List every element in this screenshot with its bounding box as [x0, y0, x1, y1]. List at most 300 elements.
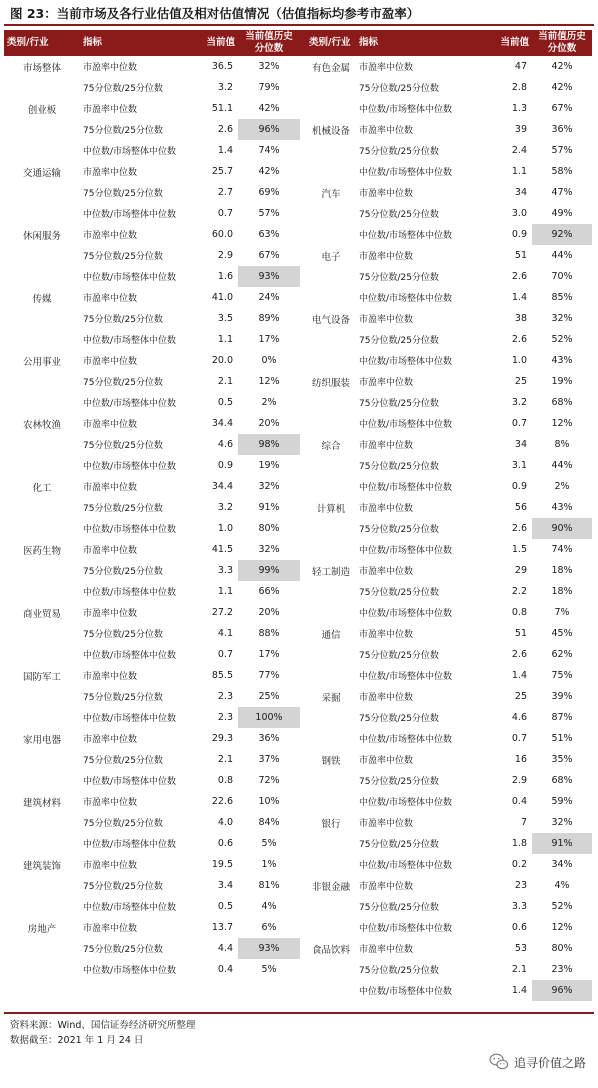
right-value-cell: 53: [514, 943, 527, 954]
right-percentile-cell: 45%: [551, 628, 573, 639]
left-category-cell: [4, 623, 80, 644]
left-category-cell: 交通运输: [22, 167, 61, 179]
left-category-cell: 国防军工: [22, 671, 61, 683]
right-percentile-cell: 43%: [551, 502, 573, 513]
right-indicator-cell: 中位数/市场整体中位数: [359, 105, 453, 115]
right-value-cell: 1.4: [511, 670, 527, 681]
right-category-cell: 食品饮料: [311, 944, 350, 956]
left-value-cell: 20.0: [211, 355, 233, 366]
right-indicator-cell: 市盈率中位数: [359, 126, 414, 136]
left-indicator-cell: 75分位数/25分位数: [83, 252, 163, 262]
right-indicator-cell: 中位数/市场整体中位数: [359, 420, 453, 430]
left-indicator-cell: 市盈率中位数: [83, 861, 138, 871]
right-value-cell: 1.4: [511, 292, 527, 303]
left-percentile-cell: 17%: [258, 649, 280, 660]
right-percentile-cell: 92%: [532, 224, 592, 245]
left-category-cell: 房地产: [27, 923, 57, 935]
right-percentile-cell: 68%: [551, 775, 573, 786]
left-indicator-cell: 市盈率中位数: [83, 798, 138, 808]
left-percentile-cell: 17%: [258, 334, 280, 345]
header-category: 类别/行业: [4, 30, 80, 56]
table-row: [4, 182, 592, 203]
right-category-cell: 通信: [321, 629, 341, 641]
left-percentile-cell: 57%: [258, 208, 280, 219]
right-category-cell: [306, 140, 356, 161]
left-value-cell: 2.3: [217, 712, 233, 723]
table-row: [4, 854, 592, 875]
right-value-cell: 51: [514, 628, 527, 639]
figure-title: 图 23：当前市场及各行业估值及相对估值情况（估值指标均参考市盈率）: [4, 4, 594, 26]
left-value-cell: 2.9: [217, 250, 233, 261]
table-row: [4, 875, 592, 896]
right-percentile-cell: 44%: [551, 250, 573, 261]
left-category-cell: [4, 980, 80, 1001]
right-category-cell: [306, 392, 356, 413]
left-indicator-cell: 中位数/市场整体中位数: [83, 210, 177, 220]
left-category-cell: [4, 959, 80, 980]
table-row: [4, 896, 592, 917]
right-value-cell: 34: [514, 439, 527, 450]
table-row: [4, 245, 592, 266]
table-row: [4, 980, 592, 1001]
right-percentile-cell: 42%: [551, 61, 573, 72]
right-category-cell: [306, 224, 356, 245]
right-indicator-cell: 75分位数/25分位数: [359, 210, 439, 220]
left-value-cell: 1.1: [217, 334, 233, 345]
right-category-cell: [306, 980, 356, 1001]
left-indicator-cell: 中位数/市场整体中位数: [83, 714, 177, 724]
right-value-cell: 2.6: [511, 523, 527, 534]
left-category-cell: 建筑装饰: [22, 860, 61, 872]
left-indicator-cell: 市盈率中位数: [83, 483, 138, 493]
header-indicator: 指标: [80, 30, 198, 56]
left-category-cell: [4, 266, 80, 287]
source-note: 资料来源：Wind、国信证券经济研究所整理: [10, 1020, 196, 1031]
left-indicator-cell: 75分位数/25分位数: [83, 945, 163, 955]
left-indicator-cell: 75分位数/25分位数: [83, 441, 163, 451]
left-value-cell: 25.7: [211, 166, 233, 177]
left-value-cell: 27.2: [211, 607, 233, 618]
right-value-cell: 1.4: [511, 985, 527, 996]
table-row: [4, 329, 592, 350]
right-percentile-cell: 47%: [551, 187, 573, 198]
right-percentile-cell: 85%: [551, 292, 573, 303]
right-percentile-cell: 18%: [551, 586, 573, 597]
left-indicator-cell: 中位数/市场整体中位数: [83, 777, 177, 787]
left-percentile-cell: 84%: [258, 817, 280, 828]
right-category-cell: 钢铁: [321, 755, 341, 767]
right-percentile-cell: 57%: [551, 145, 573, 156]
right-percentile-cell: 8%: [554, 439, 570, 450]
right-category-cell: 电子: [321, 251, 341, 263]
left-percentile-cell: 89%: [258, 313, 280, 324]
left-percentile-cell: 20%: [258, 418, 280, 429]
right-category-cell: [306, 539, 356, 560]
right-indicator-cell: 75分位数/25分位数: [359, 903, 439, 913]
table-row: [4, 665, 592, 686]
left-category-cell: [4, 560, 80, 581]
left-value-cell: 3.2: [217, 502, 233, 513]
left-percentile-cell: 5%: [261, 964, 277, 975]
left-category-cell: [4, 644, 80, 665]
right-indicator-cell: 75分位数/25分位数: [359, 84, 439, 94]
left-percentile-cell: 5%: [261, 838, 277, 849]
left-value-cell: 19.5: [211, 859, 233, 870]
left-indicator-cell: 市盈率中位数: [83, 357, 138, 367]
right-indicator-cell: 市盈率中位数: [359, 63, 414, 73]
right-value-cell: 2.1: [511, 964, 527, 975]
left-indicator-cell: 市盈率中位数: [83, 420, 138, 430]
right-category-cell: [306, 833, 356, 854]
right-percentile-cell: 58%: [551, 166, 573, 177]
left-value-cell: 85.5: [211, 670, 233, 681]
left-category-cell: [4, 875, 80, 896]
left-category-cell: 创业板: [27, 104, 57, 116]
left-percentile-cell: 81%: [258, 880, 280, 891]
right-value-cell: 0.9: [511, 481, 527, 492]
left-percentile-cell: 74%: [258, 145, 280, 156]
left-value-cell: 0.6: [217, 838, 233, 849]
left-indicator-cell: 市盈率中位数: [83, 63, 138, 73]
right-value-cell: 3.0: [511, 208, 527, 219]
right-value-cell: 0.7: [511, 733, 527, 744]
left-indicator-cell: 中位数/市场整体中位数: [83, 336, 177, 346]
right-value-cell: 29: [514, 565, 527, 576]
right-indicator-cell: 中位数/市场整体中位数: [359, 294, 453, 304]
right-indicator-cell: 75分位数/25分位数: [359, 651, 439, 661]
left-percentile-cell: [238, 980, 300, 1001]
left-percentile-cell: 0%: [261, 355, 277, 366]
left-category-cell: [4, 770, 80, 791]
right-percentile-cell: 2%: [554, 481, 570, 492]
left-indicator-cell: 75分位数/25分位数: [83, 567, 163, 577]
table-row: [4, 560, 592, 581]
left-percentile-cell: 93%: [238, 266, 300, 287]
left-indicator-cell: 75分位数/25分位数: [83, 189, 163, 199]
left-percentile-cell: 69%: [258, 187, 280, 198]
left-percentile-cell: 32%: [258, 61, 280, 72]
left-percentile-cell: 37%: [258, 754, 280, 765]
right-value-cell: 51: [514, 250, 527, 261]
right-indicator-cell: 市盈率中位数: [359, 441, 414, 451]
header-category-right: 类别/行业: [306, 30, 356, 56]
right-percentile-cell: 51%: [551, 733, 573, 744]
left-category-cell: 家用电器: [22, 734, 61, 746]
left-indicator-cell: 中位数/市场整体中位数: [83, 966, 177, 976]
left-value-cell: 4.1: [217, 628, 233, 639]
left-percentile-cell: 2%: [261, 397, 277, 408]
right-category-cell: [306, 161, 356, 182]
left-indicator-cell: 市盈率中位数: [83, 231, 138, 241]
right-percentile-cell: 70%: [551, 271, 573, 282]
left-percentile-cell: 91%: [258, 502, 280, 513]
right-percentile-cell: 91%: [532, 833, 592, 854]
table-row: [4, 224, 592, 245]
table-row: [4, 644, 592, 665]
right-percentile-cell: 35%: [551, 754, 573, 765]
table-row: [4, 938, 592, 959]
right-category-cell: 综合: [321, 440, 341, 452]
left-category-cell: [4, 392, 80, 413]
table-row: [4, 392, 592, 413]
right-value-cell: 1.5: [511, 544, 527, 555]
left-percentile-cell: 98%: [238, 434, 300, 455]
table-row: [4, 413, 592, 434]
right-category-cell: [306, 203, 356, 224]
right-indicator-cell: 市盈率中位数: [359, 378, 414, 388]
right-value-cell: 34: [514, 187, 527, 198]
left-percentile-cell: 63%: [258, 229, 280, 240]
right-indicator-cell: 75分位数/25分位数: [359, 714, 439, 724]
table-row: [4, 518, 592, 539]
right-percentile-cell: 44%: [551, 460, 573, 471]
left-percentile-cell: 4%: [261, 901, 277, 912]
table-header-row: [4, 30, 592, 56]
left-category-cell: [4, 707, 80, 728]
right-percentile-cell: 7%: [554, 607, 570, 618]
left-percentile-cell: 24%: [258, 292, 280, 303]
left-percentile-cell: 99%: [238, 560, 300, 581]
right-category-cell: [306, 455, 356, 476]
table-row: [4, 266, 592, 287]
right-percentile-cell: 36%: [551, 124, 573, 135]
right-indicator-cell: 中位数/市场整体中位数: [359, 798, 453, 808]
left-category-cell: 商业贸易: [22, 608, 61, 620]
left-category-cell: [4, 371, 80, 392]
left-indicator-cell: 市盈率中位数: [83, 924, 138, 934]
left-value-cell: 1.4: [217, 145, 233, 156]
right-value-cell: 0.7: [511, 418, 527, 429]
right-value-cell: 25: [514, 376, 527, 387]
right-percentile-cell: 12%: [551, 922, 573, 933]
left-value-cell: 13.7: [211, 922, 233, 933]
table-row: [4, 497, 592, 518]
left-indicator-cell: 75分位数/25分位数: [83, 504, 163, 514]
left-indicator-cell: 75分位数/25分位数: [83, 84, 163, 94]
table-row: [4, 917, 592, 938]
left-category-cell: [4, 812, 80, 833]
right-category-cell: [306, 476, 356, 497]
right-category-cell: 有色金属: [311, 62, 350, 74]
right-category-cell: 机械设备: [311, 125, 350, 137]
right-category-cell: [306, 329, 356, 350]
right-category-cell: [306, 644, 356, 665]
right-indicator-cell: 市盈率中位数: [359, 252, 414, 262]
table-row: [4, 602, 592, 623]
table-row: [4, 371, 592, 392]
left-value-cell: 0.5: [217, 397, 233, 408]
left-indicator-cell: [80, 980, 198, 1001]
left-indicator-cell: 75分位数/25分位数: [83, 756, 163, 766]
left-category-cell: [4, 182, 80, 203]
right-percentile-cell: 43%: [551, 355, 573, 366]
table-body: [4, 56, 592, 1001]
right-category-cell: [306, 770, 356, 791]
left-percentile-cell: 80%: [258, 523, 280, 534]
left-indicator-cell: 75分位数/25分位数: [83, 882, 163, 892]
header-current-value: 当前值: [198, 30, 238, 56]
left-percentile-cell: 88%: [258, 628, 280, 639]
left-indicator-cell: 75分位数/25分位数: [83, 315, 163, 325]
table-row: [4, 623, 592, 644]
left-indicator-cell: 市盈率中位数: [83, 546, 138, 556]
left-category-cell: 化工: [32, 482, 52, 494]
table-row: [4, 98, 592, 119]
right-value-cell: 16: [514, 754, 527, 765]
right-percentile-cell: 68%: [551, 397, 573, 408]
left-category-cell: 建筑材料: [22, 797, 61, 809]
right-percentile-cell: 12%: [551, 418, 573, 429]
left-value-cell: 3.2: [217, 82, 233, 93]
right-indicator-cell: 中位数/市场整体中位数: [359, 168, 453, 178]
left-value-cell: 1.0: [217, 523, 233, 534]
right-value-cell: 0.9: [511, 229, 527, 240]
right-value-cell: 47: [514, 61, 527, 72]
left-value-cell: 1.6: [217, 271, 233, 282]
right-indicator-cell: 市盈率中位数: [359, 189, 414, 199]
table-row: [4, 161, 592, 182]
left-value-cell: 0.7: [217, 649, 233, 660]
left-indicator-cell: 75分位数/25分位数: [83, 819, 163, 829]
left-percentile-cell: 32%: [258, 544, 280, 555]
table-row: [4, 308, 592, 329]
right-value-cell: 1.0: [511, 355, 527, 366]
right-percentile-cell: 96%: [532, 980, 592, 1001]
left-category-cell: [4, 77, 80, 98]
left-category-cell: 公用事业: [22, 356, 61, 368]
right-category-cell: [306, 77, 356, 98]
right-value-cell: 3.3: [511, 901, 527, 912]
left-value-cell: 3.4: [217, 880, 233, 891]
right-value-cell: 1.8: [511, 838, 527, 849]
right-percentile-cell: 49%: [551, 208, 573, 219]
right-percentile-cell: 39%: [551, 691, 573, 702]
right-category-cell: 纺织服装: [311, 377, 350, 389]
left-percentile-cell: 42%: [258, 166, 280, 177]
right-indicator-cell: 75分位数/25分位数: [359, 525, 439, 535]
right-indicator-cell: 75分位数/25分位数: [359, 399, 439, 409]
right-category-cell: [306, 518, 356, 539]
right-value-cell: 0.2: [511, 859, 527, 870]
right-value-cell: 4.6: [511, 712, 527, 723]
table-row: [4, 770, 592, 791]
left-value-cell: 2.7: [217, 187, 233, 198]
right-percentile-cell: 59%: [551, 796, 573, 807]
right-percentile-cell: 4%: [554, 880, 570, 891]
left-value-cell: 0.8: [217, 775, 233, 786]
left-category-cell: 农林牧渔: [22, 419, 61, 431]
date-note: 数据截至：2021 年 1 月 24 日: [10, 1035, 144, 1046]
left-percentile-cell: 79%: [258, 82, 280, 93]
right-value-cell: 2.9: [511, 775, 527, 786]
right-value-cell: 2.8: [511, 82, 527, 93]
left-indicator-cell: 中位数/市场整体中位数: [83, 588, 177, 598]
right-indicator-cell: 中位数/市场整体中位数: [359, 546, 453, 556]
left-indicator-cell: 75分位数/25分位数: [83, 630, 163, 640]
right-value-cell: 3.1: [511, 460, 527, 471]
right-category-cell: [306, 287, 356, 308]
watermark-text: 追寻价值之路: [513, 1055, 586, 1070]
table-row: [4, 476, 592, 497]
right-percentile-cell: 67%: [551, 103, 573, 114]
left-category-cell: [4, 140, 80, 161]
left-category-cell: [4, 203, 80, 224]
left-percentile-cell: 6%: [261, 922, 277, 933]
left-value-cell: 4.6: [217, 439, 233, 450]
right-value-cell: 38: [514, 313, 527, 324]
left-category-cell: 市场整体: [22, 62, 61, 74]
right-category-cell: [306, 707, 356, 728]
left-category-cell: [4, 308, 80, 329]
left-percentile-cell: 19%: [258, 460, 280, 471]
right-percentile-cell: 19%: [551, 376, 573, 387]
right-value-cell: 56: [514, 502, 527, 513]
left-category-cell: [4, 686, 80, 707]
left-category-cell: [4, 749, 80, 770]
table-row: [4, 812, 592, 833]
header-historical-percentile-right: 当前值历史分位数: [532, 30, 592, 56]
left-category-cell: 医药生物: [22, 545, 61, 557]
right-indicator-cell: 中位数/市场整体中位数: [359, 735, 453, 745]
right-category-cell: 采掘: [321, 692, 341, 704]
right-category-cell: 计算机: [316, 503, 346, 515]
right-category-cell: [306, 98, 356, 119]
left-percentile-cell: 93%: [238, 938, 300, 959]
right-value-cell: 0.4: [511, 796, 527, 807]
right-indicator-cell: 中位数/市场整体中位数: [359, 861, 453, 871]
right-indicator-cell: 中位数/市场整体中位数: [359, 231, 453, 241]
right-indicator-cell: 75分位数/25分位数: [359, 336, 439, 346]
right-category-cell: [306, 350, 356, 371]
left-value-cell: 0.7: [217, 208, 233, 219]
table-row: [4, 455, 592, 476]
left-value-cell: 3.5: [217, 313, 233, 324]
left-percentile-cell: 100%: [238, 707, 300, 728]
table-row: [4, 791, 592, 812]
left-percentile-cell: 72%: [258, 775, 280, 786]
right-category-cell: [306, 581, 356, 602]
valuation-table: [4, 30, 592, 1001]
left-indicator-cell: 中位数/市场整体中位数: [83, 399, 177, 409]
header-indicator-right: 指标: [356, 30, 488, 56]
table-row: [4, 119, 592, 140]
right-value-cell: 25: [514, 691, 527, 702]
right-indicator-cell: 中位数/市场整体中位数: [359, 987, 453, 997]
right-category-cell: [306, 791, 356, 812]
right-value-cell: 7: [520, 817, 527, 828]
right-percentile-cell: 52%: [551, 334, 573, 345]
left-value-cell: 60.0: [211, 229, 233, 240]
right-category-cell: 非银金融: [311, 881, 350, 893]
left-value-cell: 0.4: [217, 964, 233, 975]
left-indicator-cell: 75分位数/25分位数: [83, 126, 163, 136]
left-indicator-cell: 75分位数/25分位数: [83, 693, 163, 703]
left-percentile-cell: 67%: [258, 250, 280, 261]
left-percentile-cell: 1%: [261, 859, 277, 870]
right-category-cell: [306, 413, 356, 434]
left-category-cell: [4, 119, 80, 140]
right-value-cell: 0.8: [511, 607, 527, 618]
left-indicator-cell: 市盈率中位数: [83, 609, 138, 619]
left-indicator-cell: 市盈率中位数: [83, 168, 138, 178]
left-indicator-cell: 中位数/市场整体中位数: [83, 273, 177, 283]
left-value-cell: 2.6: [217, 124, 233, 135]
left-indicator-cell: 中位数/市场整体中位数: [83, 903, 177, 913]
header-historical-percentile: 当前值历史分位数: [238, 30, 300, 56]
right-value-cell: 1.1: [511, 166, 527, 177]
table-row: [4, 350, 592, 371]
left-indicator-cell: 市盈率中位数: [83, 294, 138, 304]
